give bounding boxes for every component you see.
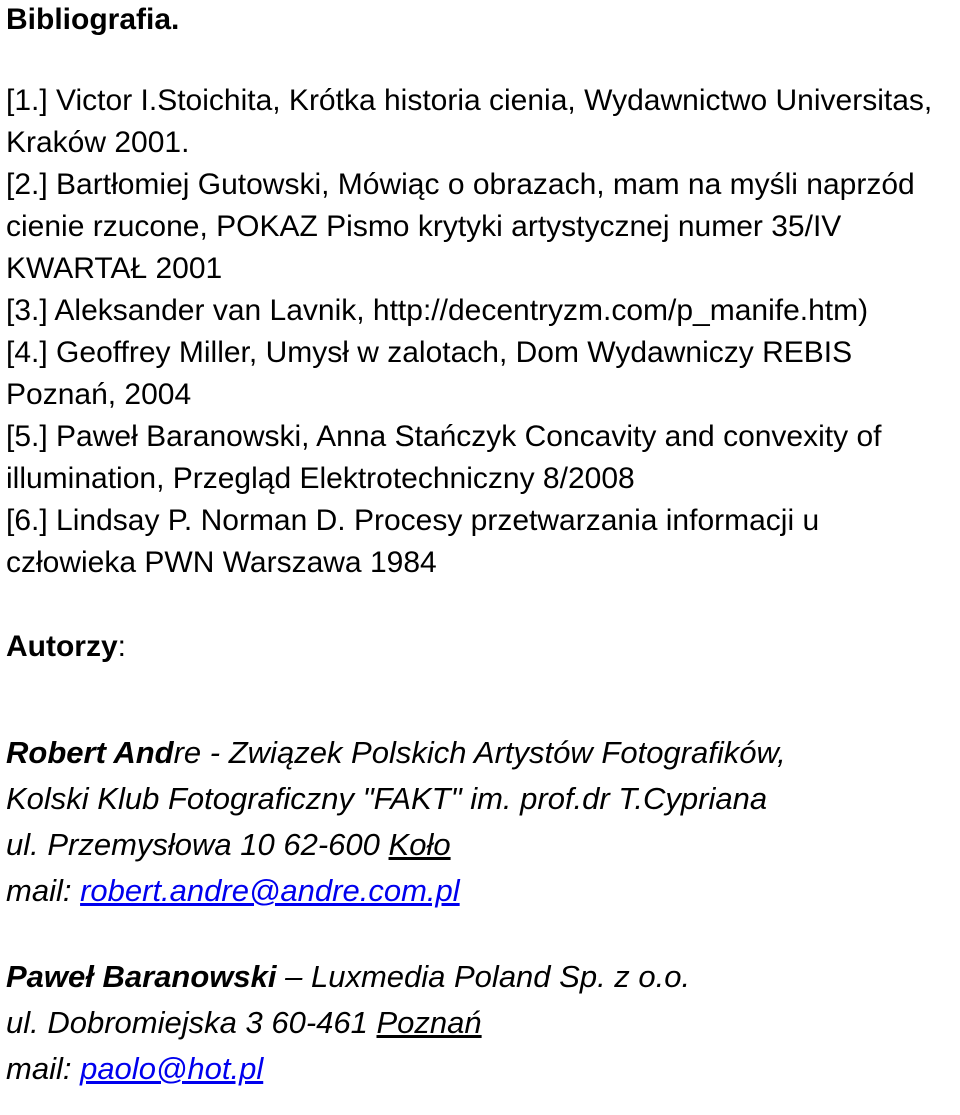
bibliography-entry-5: [6, 416, 956, 500]
author-name: Paweł Baranowski: [6, 959, 277, 994]
bibliography-entry-text: Bartłomiej Gutowski, Mówiąc o obrazach, mam na myśli naprzód cienie rzucone, POKAZ Pismo krytyki artystycznej numer 35/IV KWARTAŁ 2001: [6, 168, 915, 285]
bibliography-entry-number: [4.]: [6, 336, 48, 369]
author-name: Robert And: [6, 735, 174, 770]
author-mail-label: mail:: [6, 873, 81, 908]
bibliography-entry-text: Paweł Baranowski, Anna Stańczyk Concavity and convexity of illumination, Przegląd Elektrotechniczny 8/2008: [6, 420, 882, 495]
author-affiliation: - Związek Polskich Artystów Fotografików,: [201, 735, 786, 770]
bibliography-entry-text: Victor I.Stoichita, Krótka historia cienia, Wydawnictwo Universitas, Kraków 2001.: [6, 84, 933, 159]
bibliography-entry-number: [5.]: [6, 420, 48, 453]
bibliography-heading: Bibliografia.: [6, 3, 180, 36]
bibliography-entry-number: [2.]: [6, 168, 48, 201]
authors-heading: [6, 626, 956, 668]
author-email-link[interactable]: paolo@hot.pl: [80, 1051, 264, 1086]
author-mail: [6, 1046, 956, 1092]
author-address: [6, 822, 956, 868]
bibliography-entry-3: [6, 290, 956, 332]
authors-heading-label: Autorzy: [6, 630, 118, 663]
author-card-robert-andre: [6, 730, 956, 914]
bibliography-entry-2: [6, 164, 956, 290]
author-name-rest: re: [173, 735, 202, 770]
author-address-street: ul. Przemysłowa 10 62-600: [6, 827, 389, 862]
bibliography-entry-text: Geoffrey Miller, Umysł w zalotach, Dom Wydawniczy REBIS Poznań, 2004: [6, 336, 853, 411]
bibliography-entry-number: [1.]: [6, 84, 48, 117]
author-affiliation: – Luxmedia Poland Sp. z o.o.: [276, 959, 691, 994]
bibliography-entry-text: Lindsay P. Norman D. Procesy przetwarzania informacji u człowieka PWN Warszawa 1984: [6, 504, 820, 579]
author-mail-label: mail:: [6, 1051, 81, 1086]
bibliography-entry-number: [3.]: [6, 294, 48, 327]
author-address: [6, 1000, 956, 1046]
author-card-pawel-baranowski: [6, 954, 956, 1092]
author-address-street: ul. Dobromiejska 3 60-461: [6, 1005, 377, 1040]
author-affiliation-line-2: Kolski Klub Fotograficzny "FAKT" im. prof.dr T.Cypriana: [6, 781, 768, 816]
bibliography-entry-4: [6, 332, 956, 416]
author-address-city: Koło: [388, 827, 451, 862]
bibliography-entry-number: [6.]: [6, 504, 48, 537]
authors-heading-colon: :: [117, 630, 127, 663]
author-name-line: [6, 730, 956, 776]
author-mail: [6, 868, 956, 914]
bibliography-entry-6: [6, 500, 956, 584]
author-name-line: [6, 954, 956, 1000]
author-email-link[interactable]: robert.andre@andre.com.pl: [80, 873, 460, 908]
bibliography-list: [6, 80, 956, 584]
document-page: [6, 0, 956, 1092]
bibliography-entry-text: Aleksander van Lavnik, http://decentryzm.com/p_manife.htm): [54, 294, 869, 327]
author-address-city: Poznań: [376, 1005, 482, 1040]
bibliography-entry-1: [6, 80, 956, 164]
